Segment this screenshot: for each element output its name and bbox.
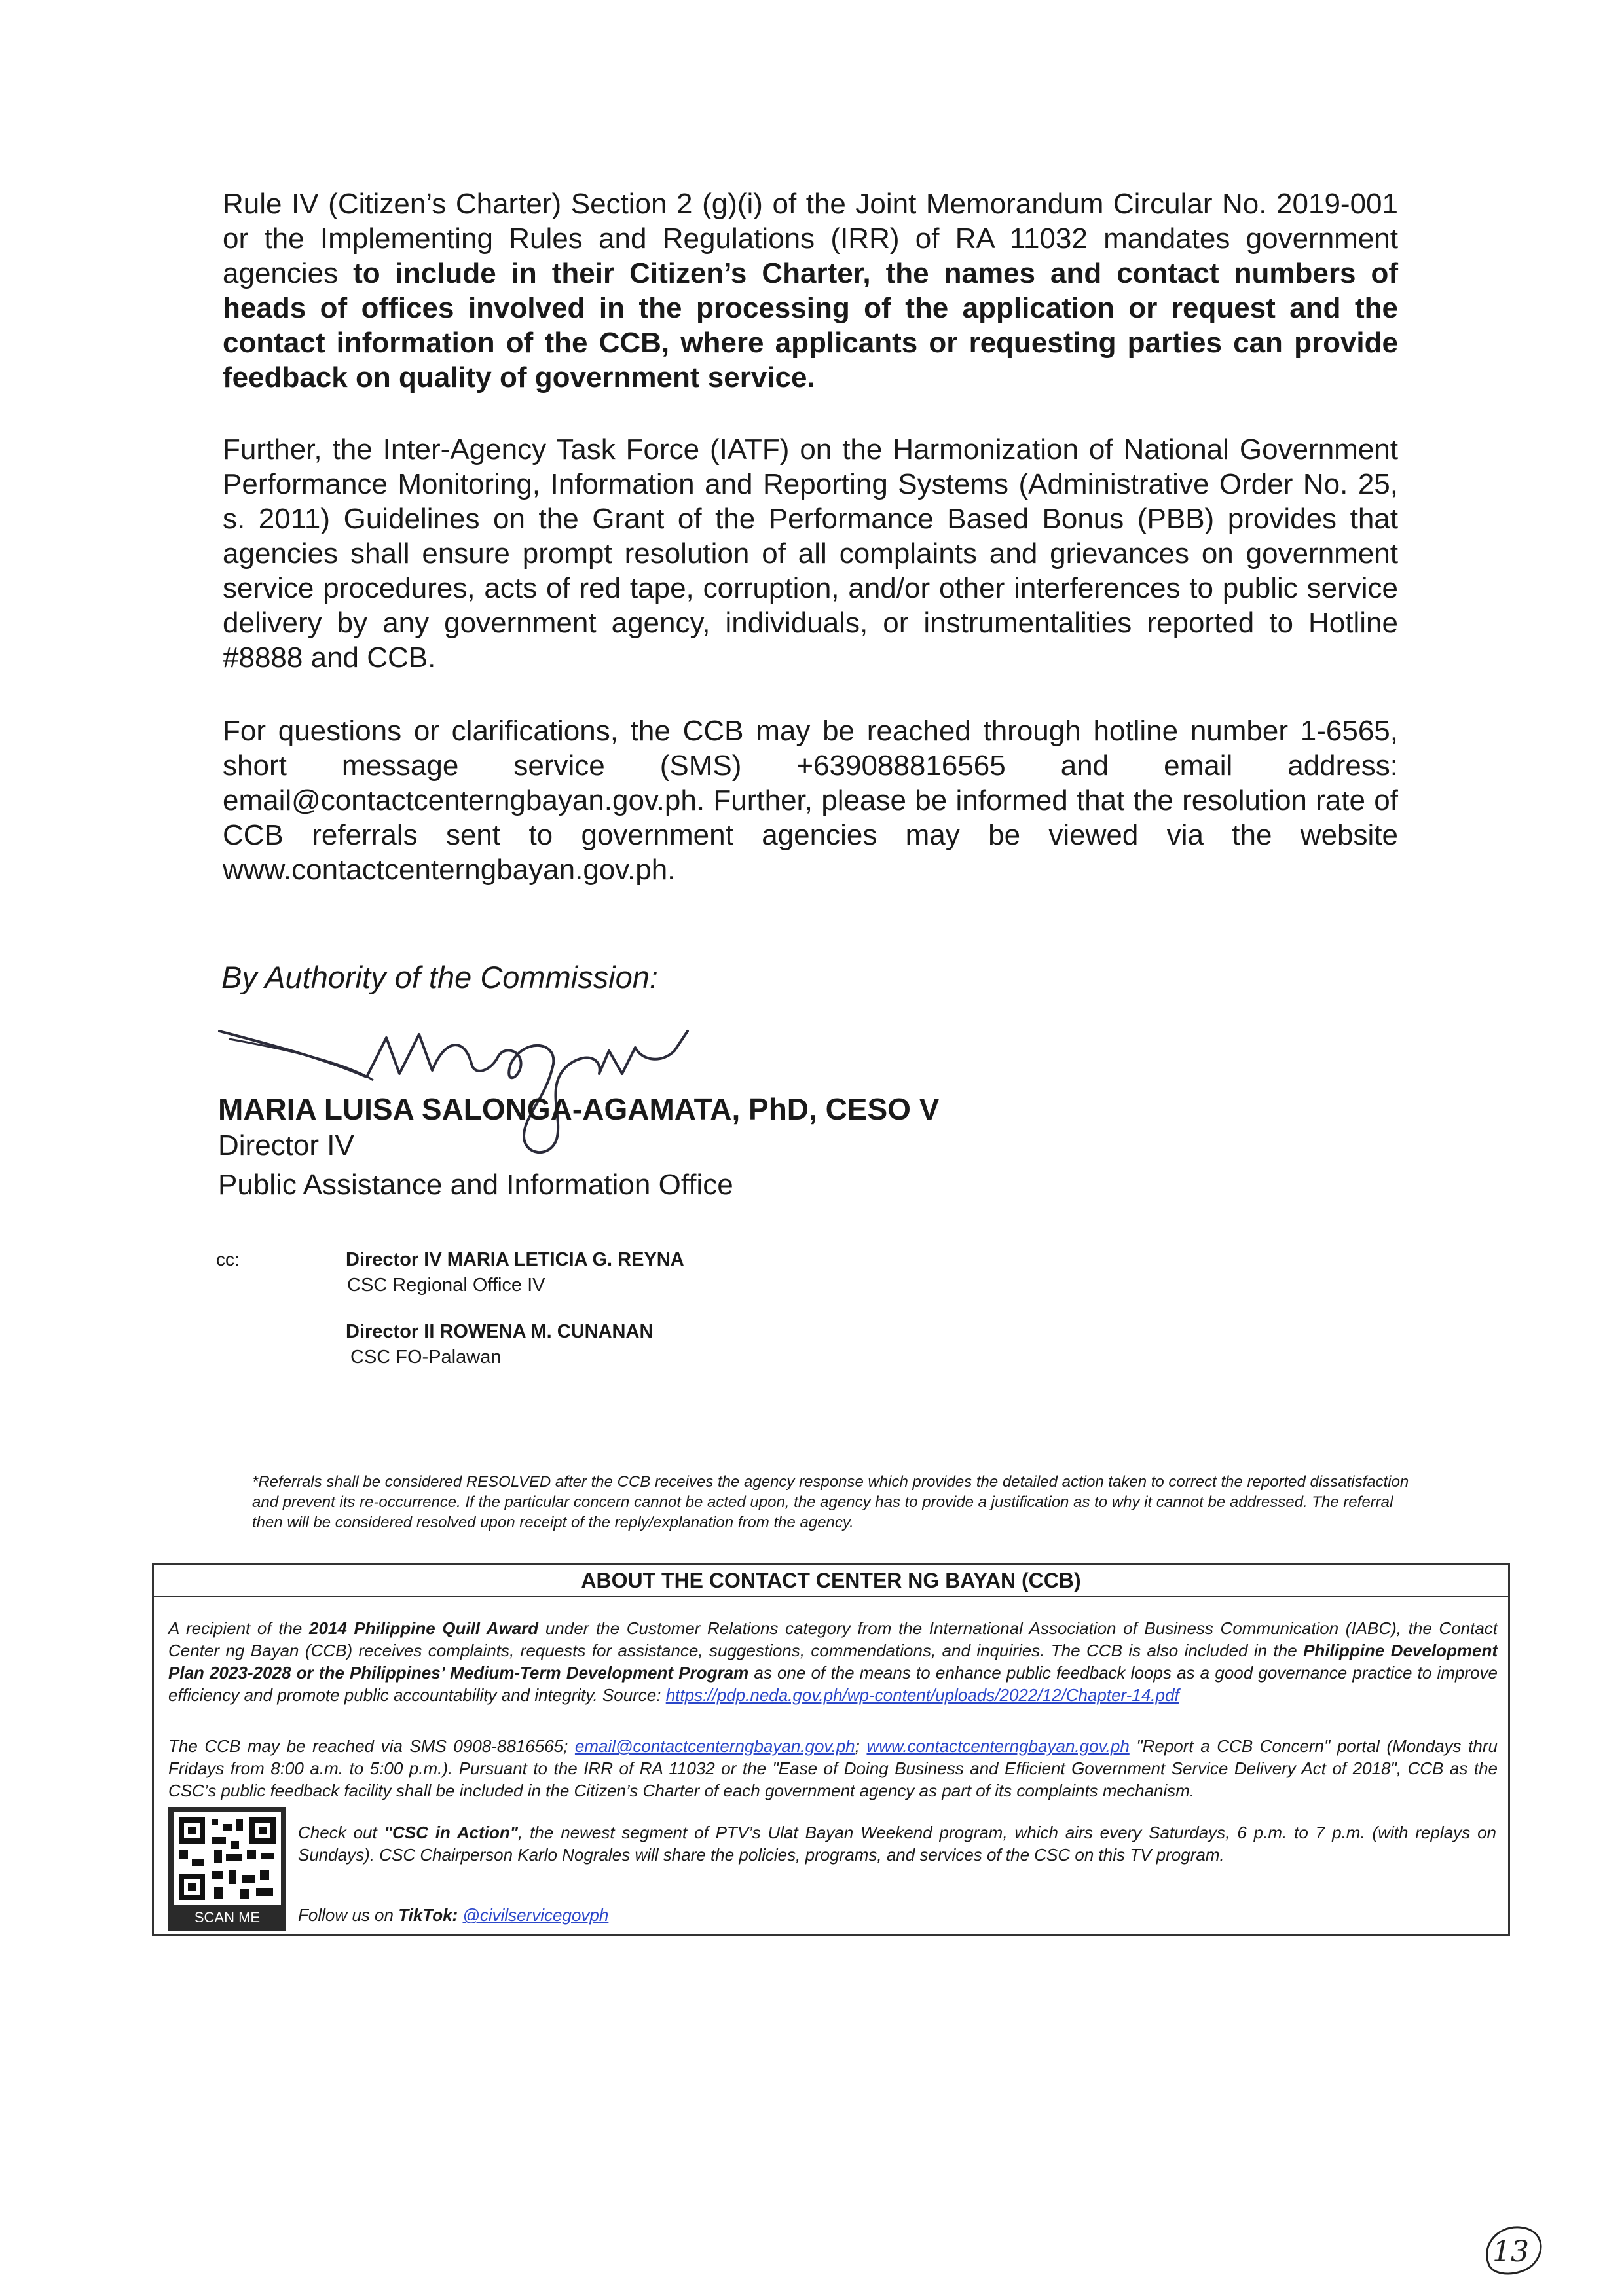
- tiktok-label: TikTok:: [398, 1905, 458, 1925]
- paragraph-citizens-charter: [223, 187, 1398, 395]
- page-number-text: 13: [1492, 2235, 1529, 2269]
- ccb-follow-line: [298, 1904, 608, 1926]
- cc-label: cc:: [216, 1249, 240, 1269]
- cc-recipient-name: Director II ROWENA M. CUNANAN: [346, 1321, 654, 1342]
- ccb-text-span: under the Customer Relations category from the International Association of Business Communication (IABC), the Contact Center ng Bayan (CCB) receives complaints, requests for assistance, suggestions, commendations, and inquiries. The CCB is also included in the: [168, 1618, 1498, 1660]
- ccb-website-link[interactable]: www.contactcenterngbayan.gov.ph: [866, 1736, 1130, 1756]
- tiktok-handle-link[interactable]: @civilservicegovph: [462, 1905, 609, 1925]
- signatory-name: MARIA LUISA SALONGA-AGAMATA, PhD, CESO V: [218, 1092, 940, 1126]
- paragraph-lead: Rule IV (Citizen’s Charter) Section 2 (g)(i) of the Joint Memorandum Circular No. 2019-001 or the Implementing Rules and Regulations (IRR) of RA 11032 mandates government agencies: [223, 188, 1398, 289]
- paragraph-bold: to include in their Citizen’s Charter, the names and contact numbers of heads of offices involved in the processing of the application or request and the contact information of the CCB, where applicants or requesting parties can provide feedback on quality of government service.: [223, 257, 1398, 393]
- ccb-award-paragraph: [168, 1617, 1498, 1706]
- cc-recipient-office: CSC FO-Palawan: [350, 1347, 502, 1368]
- signatory-office: Public Assistance and Information Office: [218, 1169, 733, 1201]
- referral-footnote: *Referrals shall be considered RESOLVED after the CCB receives the agency response which provides the detailed action taken to correct the reported dissatisfaction and prevent its re-occurrence. If the particular concern cannot be acted upon, the agency has to provide a justification as to why it cannot be addressed. The referral then will be considered resolved upon receipt of the reply/explanation from the agency.: [252, 1473, 1409, 1531]
- ccb-text-span: The CCB may be reached via SMS 0908-8816565;: [168, 1736, 575, 1756]
- ccb-source-link[interactable]: https://pdp.neda.gov.ph/wp-content/uploads/2022/12/Chapter-14.pdf: [665, 1685, 1179, 1705]
- ccb-text-span: Check out: [298, 1823, 384, 1842]
- ccb-award-name: 2014 Philippine Quill Award: [308, 1618, 539, 1638]
- cc-recipient-office: CSC Regional Office IV: [347, 1275, 545, 1296]
- ccb-text-span: , the newest segment of PTV’s Ulat Bayan Weekend program, which airs every Saturdays, 6 p.m. to 7 p.m. (with replays on Sundays). CSC Chairperson Karlo Nograles will share the policies, programs, and services of the CSC on this TV program.: [298, 1823, 1496, 1865]
- handwritten-page-number: [1477, 2221, 1549, 2280]
- ccb-text-span: A recipient of the: [168, 1618, 309, 1638]
- ccb-box-header: ABOUT THE CONTACT CENTER NG BAYAN (CCB): [154, 1565, 1508, 1597]
- ccb-segment-name: "CSC in Action": [384, 1823, 519, 1842]
- qr-code-icon: [168, 1807, 286, 1931]
- authority-line: By Authority of the Commission:: [221, 960, 658, 994]
- ccb-text-span: ;: [855, 1736, 867, 1756]
- ccb-email-link[interactable]: email@contactcenterngbayan.gov.ph: [574, 1736, 855, 1756]
- paragraph-iatf: Further, the Inter-Agency Task Force (IATF) on the Harmonization of National Government Performance Monitoring, Information and Reporting Systems (Administrative Order No. 25, s. 2011) Guidelines on the Grant of the Performance Based Bonus (PBB) provides that agencies shall ensure prompt resolution of all complaints and grievances on government service procedures, acts of red tape, corruption, and/or other interferences to public service delivery by any government agency, individuals, or instrumentalities reported to Hotline #8888 and CCB.: [223, 433, 1398, 674]
- ccb-text-span: "Report a CCB Concern" portal (Mondays thru Fridays from 8:00 a.m. to 5:00 p.m.). Pursuant to the IRR of RA 11032 or the "Ease of Doing Business and Efficient Government Service Delivery Act of 2018", CCB as the CSC’s public feedback facility shall be included in the Citizen’s Charter of each government agency as part of its complaints mechanism.: [168, 1736, 1498, 1800]
- ccb-tv-paragraph: [298, 1821, 1496, 1866]
- scan-me-label: SCAN ME: [194, 1909, 261, 1925]
- ccb-text-span: as one of the means to enhance public feedback loops as a good governance practice to improve efficiency and promote public accountability and integrity. Source:: [168, 1663, 1498, 1705]
- signatory-title: Director IV: [218, 1129, 354, 1161]
- cc-recipient-name: Director IV MARIA LETICIA G. REYNA: [346, 1249, 684, 1270]
- ccb-text-span: Follow us on: [298, 1905, 399, 1925]
- ccb-info-box: [152, 1563, 1510, 1936]
- ccb-contact-paragraph: [168, 1735, 1498, 1802]
- paragraph-contact: For questions or clarifications, the CCB may be reached through hotline number 1-6565, short message service (SMS) +639088816565 and email address: email@contactcenterngbayan.gov.ph. Further, please be informed that the resolution rate of CCB referrals sent to government agencies may be viewed via the website www.contactcenterngbayan.gov.ph.: [223, 715, 1398, 886]
- ccb-plan-name: Philippine Development Plan 2023-2028 or the Philippines’ Medium-Term Development Program: [168, 1641, 1498, 1683]
